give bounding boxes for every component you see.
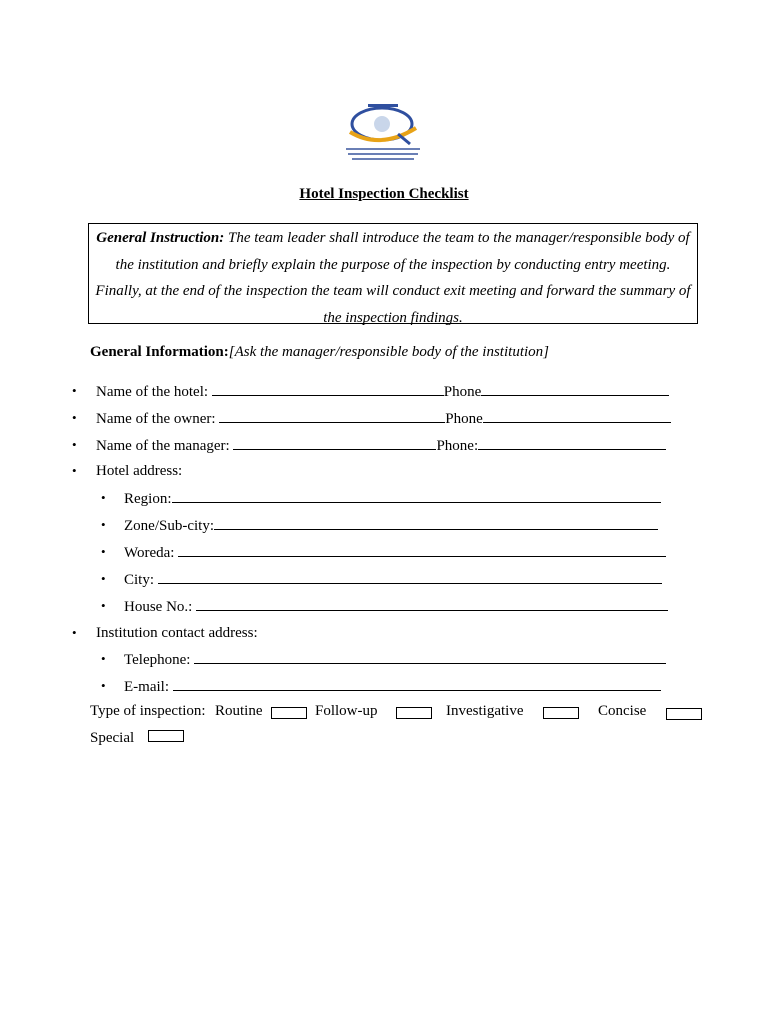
bullet-icon: • xyxy=(101,651,106,666)
option-concise-label: Concise xyxy=(598,703,647,719)
house-no-label: House No.: xyxy=(124,599,193,615)
region-label: Region: xyxy=(124,491,172,507)
hotel-name-label: Name of the hotel: xyxy=(96,384,209,400)
email-label: E-mail: xyxy=(124,679,169,695)
bullet-icon: • xyxy=(72,383,77,398)
bullet-icon: • xyxy=(72,410,77,425)
email-row xyxy=(124,676,661,696)
bullet-icon: • xyxy=(101,544,106,559)
telephone-field[interactable] xyxy=(194,649,666,664)
manager-phone-field[interactable] xyxy=(478,435,666,450)
bullet-icon: • xyxy=(72,625,77,640)
manager-name-field[interactable] xyxy=(233,435,436,450)
manager-name-row xyxy=(96,435,666,455)
general-info-note: [Ask the manager/responsible body of the institution] xyxy=(228,344,549,360)
woreda-label: Woreda: xyxy=(124,545,175,561)
owner-phone-label: Phone xyxy=(445,411,483,427)
house-no-field[interactable] xyxy=(196,596,668,611)
bullet-icon: • xyxy=(101,517,106,532)
inspection-type-label: Type of inspection: xyxy=(90,703,206,719)
owner-name-label: Name of the owner: xyxy=(96,411,216,427)
special-checkbox[interactable] xyxy=(148,730,184,742)
region-field[interactable] xyxy=(172,488,661,503)
zone-label: Zone/Sub-city: xyxy=(124,518,214,534)
contact-address-row xyxy=(96,623,258,643)
house-no-row xyxy=(124,596,668,616)
owner-phone-field[interactable] xyxy=(483,408,671,423)
bullet-icon: • xyxy=(101,598,106,613)
bullet-icon: • xyxy=(72,437,77,452)
zone-field[interactable] xyxy=(214,515,658,530)
hotel-phone-label: Phone xyxy=(443,384,482,400)
option-routine-label: Routine xyxy=(215,703,263,719)
bullet-icon: • xyxy=(101,678,106,693)
institution-logo xyxy=(320,98,450,166)
bullet-icon: • xyxy=(101,571,106,586)
general-info-label: General Information: xyxy=(90,344,229,360)
city-field[interactable] xyxy=(158,569,662,584)
zone-row xyxy=(124,515,658,535)
woreda-row xyxy=(124,542,666,562)
instruction-label: General Instruction: xyxy=(96,230,225,246)
telephone-row xyxy=(124,649,666,669)
general-instruction-box xyxy=(88,223,698,324)
bullet-icon: • xyxy=(72,463,77,478)
hotel-name-field[interactable] xyxy=(212,381,444,396)
telephone-label: Telephone: xyxy=(124,652,191,668)
option-follow-up-label: Follow-up xyxy=(315,703,378,719)
owner-name-row xyxy=(96,408,671,428)
city-row xyxy=(124,569,662,589)
manager-name-label: Name of the manager: xyxy=(96,438,230,454)
concise-checkbox[interactable] xyxy=(666,708,702,720)
region-row xyxy=(124,488,661,508)
bullet-icon: • xyxy=(101,490,106,505)
hotel-name-row xyxy=(96,381,669,401)
hotel-address-row xyxy=(96,461,182,481)
manager-phone-label: Phone: xyxy=(436,438,479,454)
investigative-checkbox[interactable] xyxy=(543,707,579,719)
follow-up-checkbox[interactable] xyxy=(396,707,432,719)
instruction-text: The team leader shall introduce the team to the manager/responsible body of the institution and briefly explain the purpose of the inspection by conducting entry meeting. Finally, at the end of the inspection the team will conduct exit meeting and forward the summary of the inspection findings. xyxy=(95,230,691,326)
contact-address-label: Institution contact address: xyxy=(96,625,258,641)
hotel-address-label: Hotel address: xyxy=(96,463,183,479)
general-information xyxy=(90,344,549,361)
option-special-label: Special xyxy=(90,730,135,746)
email-field[interactable] xyxy=(173,676,661,691)
owner-name-field[interactable] xyxy=(219,408,445,423)
document-title: Hotel Inspection Checklist xyxy=(299,186,469,202)
woreda-field[interactable] xyxy=(178,542,666,557)
routine-checkbox[interactable] xyxy=(271,707,307,719)
city-label: City: xyxy=(124,572,155,588)
option-investigative-label: Investigative xyxy=(446,703,524,719)
hotel-phone-field[interactable] xyxy=(481,381,669,396)
